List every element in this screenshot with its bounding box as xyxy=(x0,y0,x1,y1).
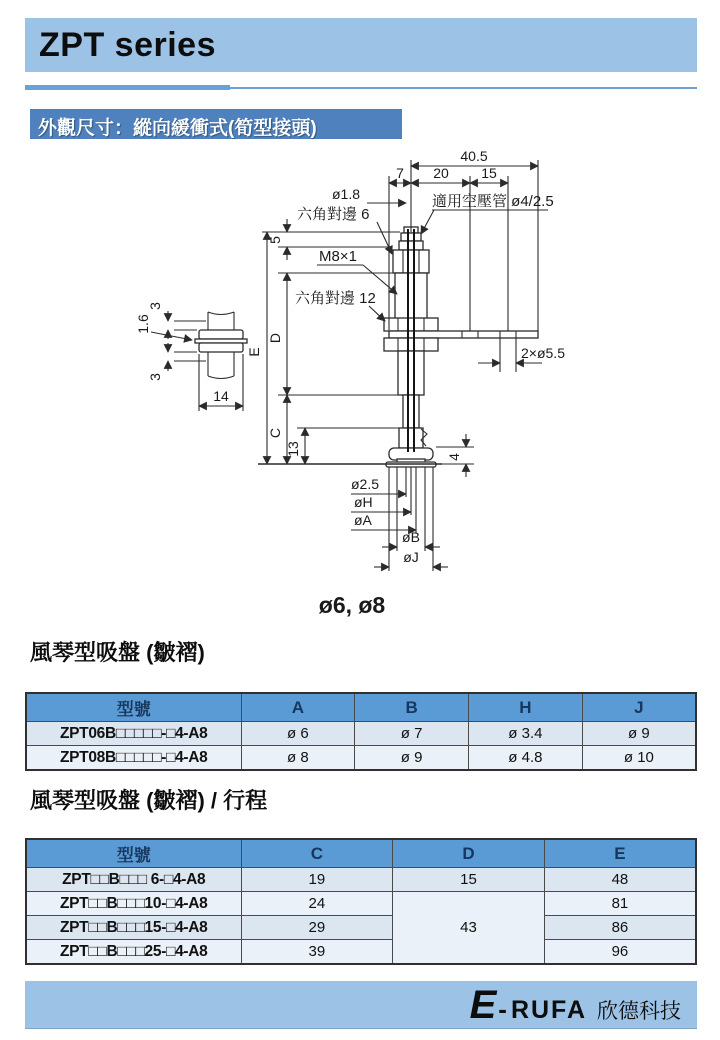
dim-2-5: ø2.5 xyxy=(351,476,380,492)
dim-40-5: 40.5 xyxy=(460,148,488,164)
divider-rule-accent xyxy=(25,85,230,90)
fitting-body xyxy=(384,227,538,467)
divider-rule xyxy=(25,87,697,89)
model-cell: ZPT08B□□□□□-□4-A8 xyxy=(26,746,241,771)
value-cell: 81 xyxy=(544,892,696,916)
model-cell: ZPT□□B□□□10-□4-A8 xyxy=(26,892,241,916)
table-row xyxy=(26,892,696,916)
col-model: 型號 xyxy=(26,839,241,868)
value-cell: ø 9 xyxy=(355,746,469,771)
dim-D: D xyxy=(267,332,283,344)
model-cell: ZPT□□B□□□ 6-□4-A8 xyxy=(26,868,241,892)
table-header-row xyxy=(26,693,696,722)
model-cell: ZPT06B□□□□□-□4-A8 xyxy=(26,722,241,746)
company-name: 欣德科技 xyxy=(597,999,681,1023)
company-logo xyxy=(469,982,697,1027)
label-tube-dia: ø1.8 xyxy=(332,186,361,202)
value-cell: 15 xyxy=(393,868,545,892)
dim-J: øJ xyxy=(403,549,419,565)
dim-B: øB xyxy=(402,529,420,545)
col-C: C xyxy=(241,839,393,868)
bottom-dimensions xyxy=(351,467,448,571)
col-J: J xyxy=(582,693,696,722)
col-A: A xyxy=(241,693,355,722)
dim-1-6: 1.6 xyxy=(135,314,151,334)
value-cell: ø 3.4 xyxy=(469,722,583,746)
table1-heading: 風琴型吸盤 (皺褶) xyxy=(30,640,205,665)
dim-holes: 2×ø5.5 xyxy=(521,345,565,361)
footer-band xyxy=(25,981,697,1029)
dim-E: E xyxy=(246,347,262,357)
table-row xyxy=(26,940,696,965)
logo-dash: - xyxy=(498,993,507,1024)
table2-heading: 風琴型吸盤 (皺褶) / 行程 xyxy=(30,788,268,813)
dim-H: øH xyxy=(354,494,373,510)
value-cell: ø 4.8 xyxy=(469,746,583,771)
value-cell: 29 xyxy=(241,916,393,940)
title-band xyxy=(25,18,697,72)
section-header-bar xyxy=(30,109,402,139)
col-D: D xyxy=(393,839,545,868)
model-cell: ZPT□□B□□□25-□4-A8 xyxy=(26,940,241,965)
merged-value-cell: 43 xyxy=(393,892,545,965)
dim-A: øA xyxy=(354,512,372,528)
value-cell: 86 xyxy=(544,916,696,940)
col-B: B xyxy=(355,693,469,722)
value-cell: 24 xyxy=(241,892,393,916)
table-row xyxy=(26,722,696,746)
dim-3-bottom: 3 xyxy=(147,373,163,381)
table-row xyxy=(26,916,696,940)
table-stroke xyxy=(25,838,697,965)
logo-rufa: RUFA xyxy=(510,995,587,1024)
table-row xyxy=(26,868,696,892)
label-thread: M8×1 xyxy=(319,248,357,265)
section-label: 外觀尺寸：縱向緩衝式(筍型接頭) xyxy=(38,118,317,139)
value-cell: ø 8 xyxy=(241,746,355,771)
value-cell: ø 9 xyxy=(582,722,696,746)
model-cell: ZPT□□B□□□15-□4-A8 xyxy=(26,916,241,940)
dim-20: 20 xyxy=(433,165,449,181)
label-air-tube: 適用空壓管 ø4/2.5 xyxy=(432,193,554,210)
page-title: ZPT series xyxy=(39,26,216,64)
value-cell: 39 xyxy=(241,940,393,965)
table-dimensions xyxy=(25,692,697,771)
col-model: 型號 xyxy=(26,693,241,722)
dim-3-top: 3 xyxy=(147,302,163,310)
logo-e: E xyxy=(469,982,497,1027)
col-E: E xyxy=(544,839,696,868)
table2-wrap xyxy=(25,838,697,965)
dim-C: C xyxy=(267,427,283,439)
value-cell: ø 6 xyxy=(241,722,355,746)
table1-wrap xyxy=(25,692,697,771)
dim-13: 13 xyxy=(285,441,301,457)
value-cell: 19 xyxy=(241,868,393,892)
label-hex12: 六角對邊 12 xyxy=(295,290,376,307)
side-view xyxy=(135,302,247,411)
dim-4: 4 xyxy=(446,453,462,461)
value-cell: 96 xyxy=(544,940,696,965)
col-H: H xyxy=(469,693,583,722)
dim-15: 15 xyxy=(481,165,497,181)
dim-7: 7 xyxy=(396,165,404,181)
dimension-drawing xyxy=(130,145,590,625)
label-hex6: 六角對邊 6 xyxy=(297,206,370,223)
value-cell: ø 10 xyxy=(582,746,696,771)
table-header-row xyxy=(26,839,696,868)
value-cell: 48 xyxy=(544,868,696,892)
table-row xyxy=(26,746,696,771)
value-cell: ø 7 xyxy=(355,722,469,746)
dim-14: 14 xyxy=(213,388,229,404)
size-note: ø6, ø8 xyxy=(318,592,386,618)
right-dimensions xyxy=(436,338,565,477)
dim-5: 5 xyxy=(267,236,283,244)
